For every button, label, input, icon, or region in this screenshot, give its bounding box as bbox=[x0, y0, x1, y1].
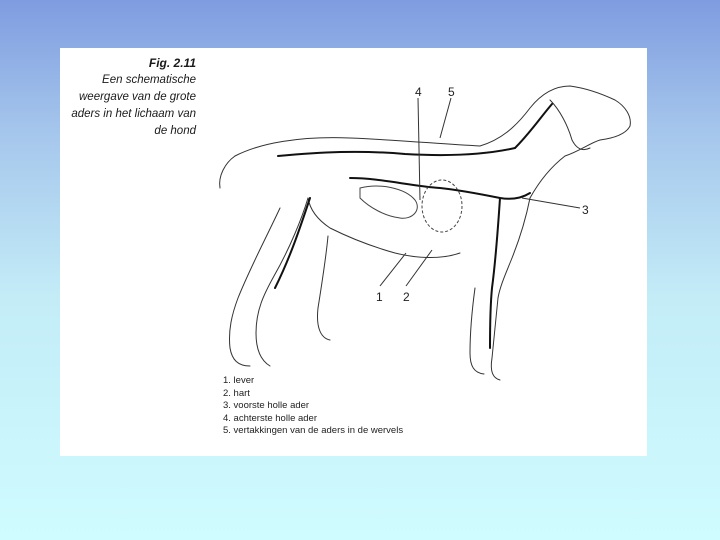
legend-item: 4. achterste holle ader bbox=[223, 412, 318, 424]
legend-item: 3. voorste holle ader bbox=[223, 400, 310, 412]
hind-leg-vein bbox=[275, 198, 310, 288]
caudal-vena-cava bbox=[350, 178, 530, 199]
figure-title: Fig. 2.11 bbox=[148, 56, 196, 70]
legend-item: 5. vertakkingen van de aders in de wervels bbox=[223, 425, 404, 437]
liver-shape bbox=[360, 186, 417, 218]
figure-legend bbox=[223, 375, 403, 438]
callout-number-4: 4 bbox=[415, 85, 422, 99]
legend-item: 1. lever bbox=[223, 375, 255, 386]
legend-item: 2. hart bbox=[223, 387, 250, 399]
vertebral-vein bbox=[278, 148, 515, 156]
leader-lines bbox=[380, 98, 580, 286]
veins bbox=[275, 104, 552, 348]
figure-panel bbox=[60, 48, 647, 456]
callout-number-5: 5 bbox=[448, 85, 455, 99]
callout-number-3: 3 bbox=[582, 203, 589, 217]
jugular-vein bbox=[515, 104, 552, 148]
callout-number-2: 2 bbox=[403, 290, 410, 304]
dog-outline bbox=[220, 86, 631, 380]
callout-number-1: 1 bbox=[376, 290, 383, 304]
figure-description: Een schematische weergave van de grote aders in het lichaam van de hond bbox=[71, 74, 196, 137]
